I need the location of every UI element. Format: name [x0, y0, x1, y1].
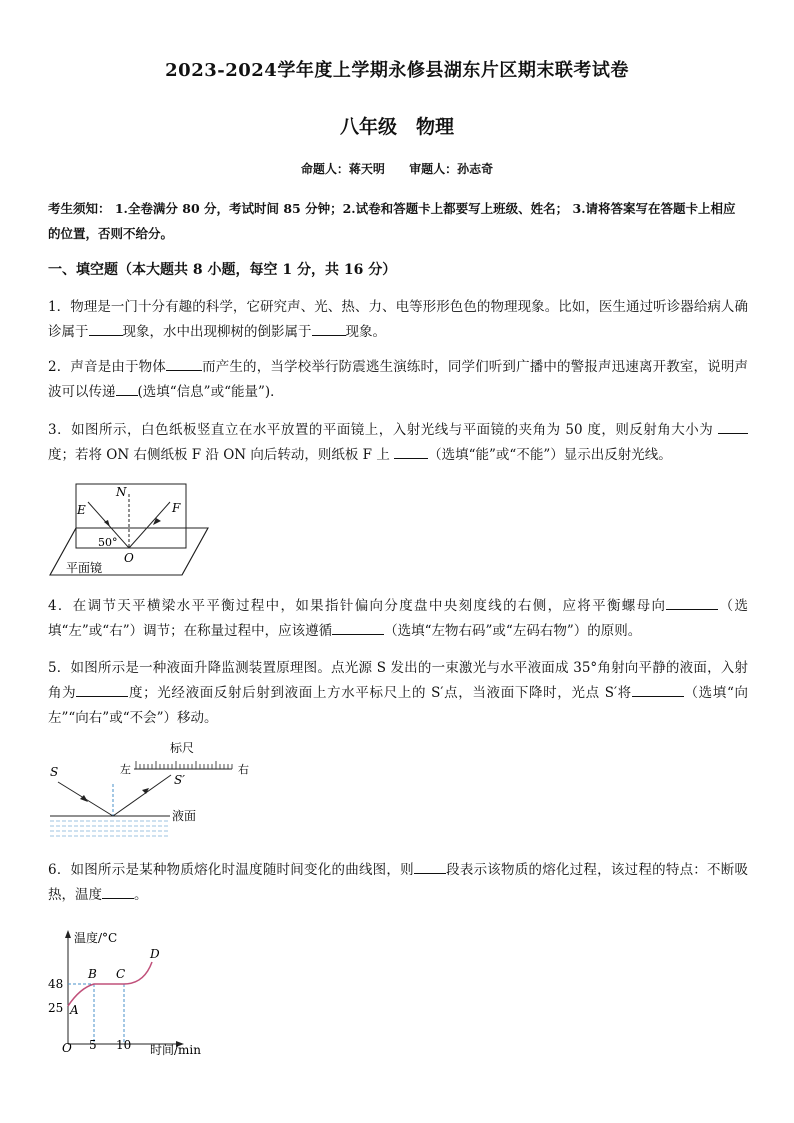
- q2-blank-1[interactable]: [166, 356, 202, 371]
- tick-48: 48: [48, 977, 64, 991]
- q6-text-c: 。: [134, 887, 148, 903]
- reviewer: 审题人：孙志奇: [409, 162, 494, 176]
- label-F: F: [172, 501, 181, 515]
- q3-text-b: 度；若将 ON 右侧纸板 F 沿 ON 向后转动，则纸板 F 上: [48, 447, 395, 463]
- q3-blank-1[interactable]: [718, 419, 748, 434]
- liquid-body: [50, 821, 170, 836]
- section-title: 一、填空题（本大题共 8 小题，每空 1 分，共 16 分）: [48, 262, 397, 278]
- q5-blank-1[interactable]: [76, 682, 128, 697]
- q3-text-a: 3．如图所示，白色纸板竖直立在水平放置的平面镜上，入射光线与平面镜的夹角为 50 度，则反射角大小为: [48, 422, 718, 438]
- question-6: [48, 858, 748, 908]
- label-S-prime: S′: [174, 773, 185, 787]
- q3-mirror-figure: [46, 480, 216, 580]
- q3-text-c: （选填“能”或“不能”）显示出反射光线。: [428, 447, 672, 463]
- exam-title: 2023-2024学年度上学期永修县湖东片区期末联考试卷: [165, 60, 629, 81]
- q1-text-c: 现象。: [345, 324, 386, 340]
- q6-blank-1[interactable]: [414, 859, 446, 874]
- question-4: [48, 594, 748, 644]
- label-angle: 50°: [98, 536, 118, 549]
- point-B: B: [88, 967, 97, 981]
- label-liquid: 液面: [172, 809, 197, 823]
- paper-board: [76, 484, 186, 548]
- question-1: [48, 295, 748, 345]
- q4-blank-1[interactable]: [666, 595, 718, 610]
- point-C: C: [116, 967, 126, 981]
- q1-blank-1[interactable]: [89, 321, 123, 336]
- tick-10: 10: [116, 1038, 132, 1052]
- label-E: E: [77, 503, 86, 517]
- point-A: A: [70, 1003, 79, 1017]
- question-5: [48, 656, 748, 731]
- exam-notice: 考生须知： 1.全卷满分 80 分，考试时间 85 分钟；2.试卷和答题卡上都要写上班级、姓名； 3.请将答案写在答题卡上相应的位置，否则不给分。: [48, 201, 736, 241]
- q2-text-c: (选填“信息”或“能量”)．: [137, 384, 284, 400]
- q2-text-b: 而产生的，当学校举行防震逃生演练时，同学们听到广播中的警报声迅速离开教室，说明声波可以传递: [48, 359, 748, 400]
- tick-25: 25: [48, 1001, 64, 1015]
- label-O: O: [124, 551, 134, 565]
- label-S: S: [50, 765, 59, 779]
- q4-blank-2[interactable]: [332, 620, 384, 635]
- q1-text-b: 现象，水中出现柳树的倒影属于: [122, 324, 312, 340]
- q1-blank-2[interactable]: [312, 321, 346, 336]
- q6-blank-2[interactable]: [102, 884, 134, 899]
- y-axis-label: 温度/°C: [74, 931, 118, 945]
- q2-text-a: 2．声音是由于物体: [48, 359, 166, 375]
- point-D: D: [150, 947, 160, 961]
- q5-text-a: 5．如图所示是一种液面升降监测装置原理图。点光源 S 发出的一束激光与水平液面成 35°角射向平静的液面，入射角为: [48, 660, 748, 701]
- q2-blank-2[interactable]: [116, 381, 138, 396]
- q5-text-b: 度；光经液面反射后射到液面上方水平标尺上的 S′点，当液面下降时，光点 S′将: [128, 685, 632, 701]
- x-axis-label: 时间/min: [150, 1043, 201, 1057]
- ruler-ticks: [136, 761, 232, 769]
- label-ruler: 标尺: [170, 741, 195, 755]
- tick-5: 5: [89, 1038, 97, 1052]
- label-N: N: [116, 485, 127, 499]
- exam-subtitle: 八年级 物理: [339, 116, 454, 138]
- author: 命题人：蒋天明: [300, 162, 385, 176]
- label-left: 左: [120, 763, 131, 776]
- q5-blank-2[interactable]: [632, 682, 684, 697]
- q6-text-b: 段表示该物质的熔化过程，该过程的特点：不断吸热，温度: [48, 862, 748, 903]
- q5-liquid-figure: [46, 738, 266, 840]
- question-3: [48, 418, 748, 468]
- question-2: [48, 355, 748, 405]
- q4-text-b: （选填“左”或“右”）调节；在称量过程中，应该遵循: [48, 598, 749, 639]
- reflected-laser: [113, 775, 171, 816]
- q5-text-c: （选填“向左”“向右”或“不会”）移动。: [48, 685, 748, 726]
- q3-blank-2[interactable]: [394, 444, 428, 459]
- q6-melting-graph: [44, 926, 214, 1060]
- label-mirror: 平面镜: [66, 561, 103, 575]
- q1-text-a: 1．物理是一门十分有趣的科学，它研究声、光、热、力、电等形形色色的物理现象。比如，医生通过听诊器给病人确诊属于: [48, 299, 748, 340]
- origin-label: O: [62, 1041, 72, 1055]
- q6-text-a: 6．如图所示是某种物质熔化时温度随时间变化的曲线图，则: [48, 862, 414, 878]
- q4-text-c: （选填“左物右码”或“左码右物”）的原则。: [384, 623, 642, 639]
- label-right: 右: [238, 763, 249, 776]
- author-line: [0, 160, 794, 177]
- q4-text-a: 4．在调节天平横梁水平平衡过程中，如果指针偏向分度盘中央刻度线的右侧，应将平衡螺母向: [48, 598, 667, 614]
